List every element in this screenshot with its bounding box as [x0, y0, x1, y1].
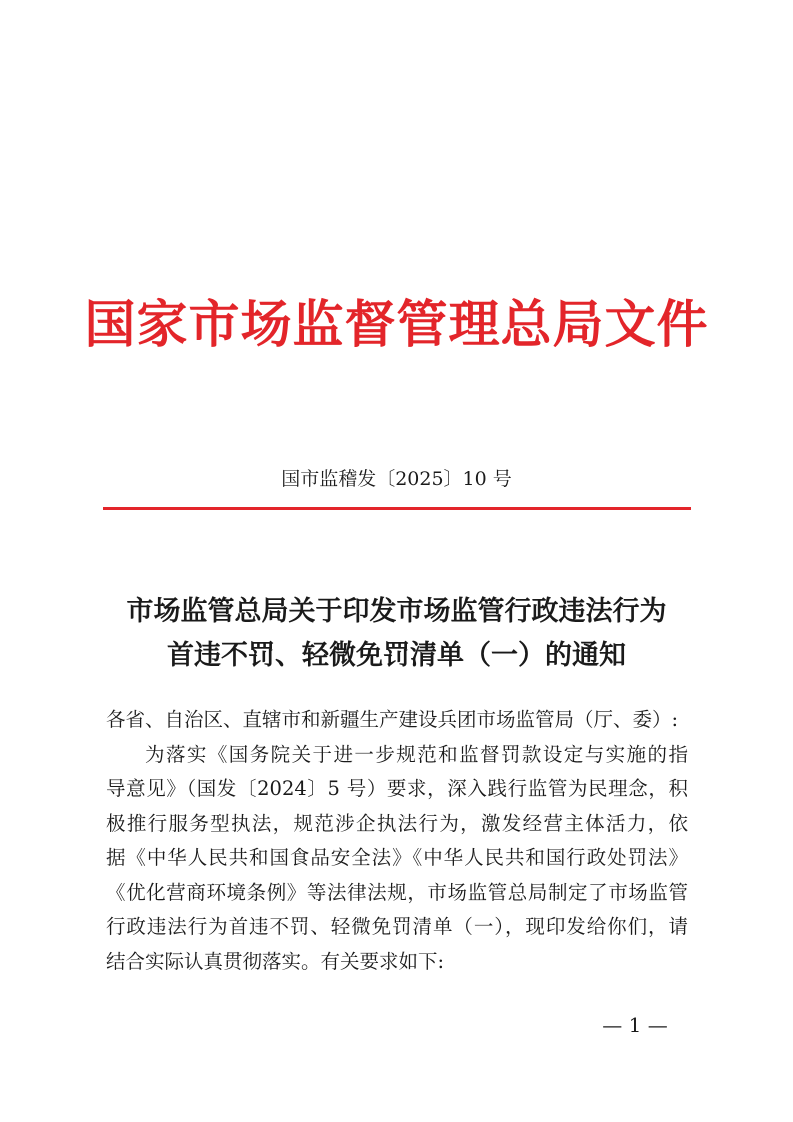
page-number: — 1 — [602, 1013, 668, 1037]
body-line: 《优化营商环境条例》等法律法规，市场监管总局制定了市场监管 [106, 880, 688, 904]
body-line: 极推行服务型执法，规范涉企执法行为，激发经营主体活力，依 [106, 811, 688, 835]
red-divider-rule [103, 507, 691, 510]
body-line: 为落实《国务院关于进一步规范和监督罚款设定与实施的指 [145, 742, 688, 766]
document-title-line-1: 市场监管总局关于印发市场监管行政违法行为 [126, 596, 667, 627]
body-line: 行政违法行为首违不罚、轻微免罚清单（一），现印发给你们，请 [106, 915, 688, 938]
body-text [106, 703, 688, 979]
document-number: 国市监稽发〔2025〕10 号 [281, 468, 512, 490]
body-line: 导意见》（国发〔2024〕5 号）要求，深入践行监管为民理念，积 [106, 777, 688, 800]
document-title-line-2: 首违不罚、轻微免罚清单（一）的通知 [167, 640, 626, 671]
document-title [80, 590, 713, 678]
masthead-title: 国家市场监督管理总局文件 [84, 295, 709, 355]
body-line: 结合实际认真贯彻落实。有关要求如下: [106, 949, 445, 973]
salutation: 各省、自治区、直辖市和新疆生产建设兵团市场监管局（厅、委）: [106, 708, 679, 731]
body-line: 据《中华人民共和国食品安全法》《中华人民共和国行政处罚法》 [106, 846, 688, 869]
